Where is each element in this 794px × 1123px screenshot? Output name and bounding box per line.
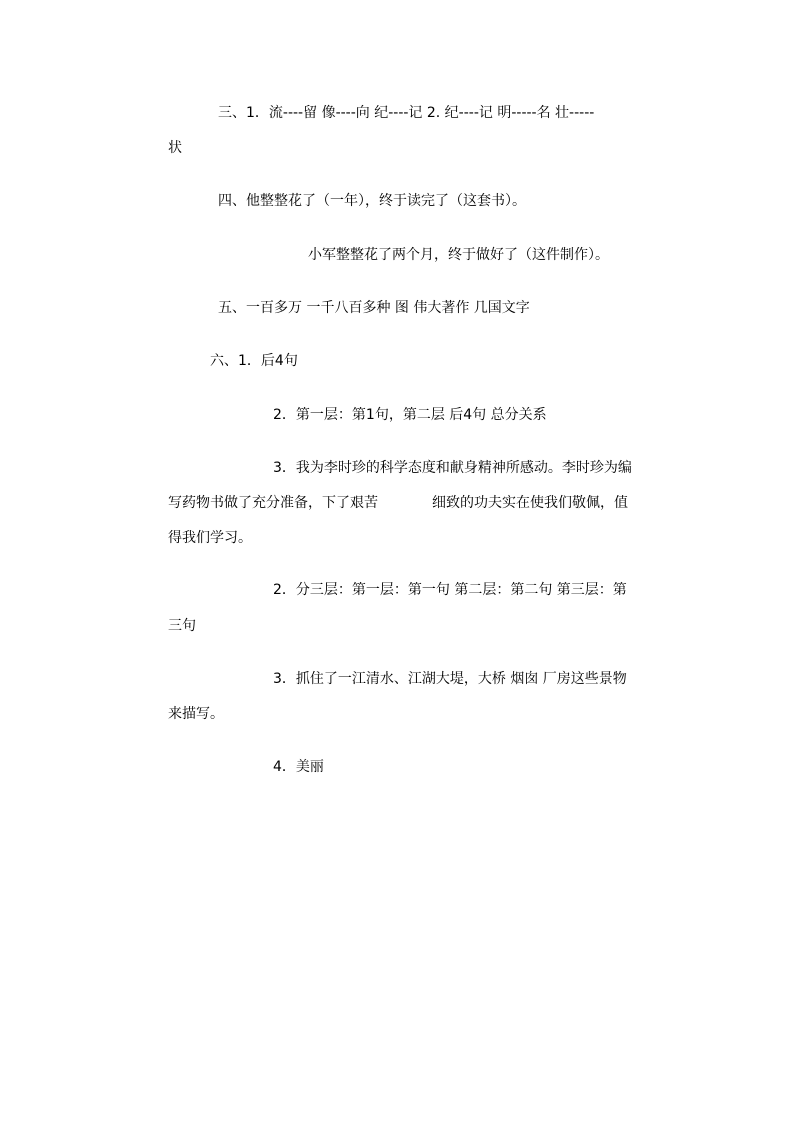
section-6-question-3-line-3: 得我们学习。	[168, 530, 252, 546]
section-6-question-3-line-1: 3．我为李时珍的科学态度和献身精神所感动。李时珍为编	[273, 460, 632, 476]
section-4-line-2: 小军整整花了两个月，终于做好了（这件制作）。	[308, 247, 609, 263]
section-6-part-b-question-3-line-1: 3．抓住了一江清水、江湖大堤，大桥 烟囱 厂房这些景物	[273, 671, 627, 687]
section-5: 五、一百多万 一千八百多种 图 伟大著作 几国文字	[218, 300, 530, 316]
section-3-line-1: 三、1．流----留 像----向 纪----记 2. 纪----记 明-----名 壮-----	[218, 105, 595, 121]
section-6-question-3-line-2b: 细致的功夫实在使我们敬佩，值	[432, 495, 628, 511]
section-6-part-b-question-2-line-2: 三句	[168, 618, 196, 634]
section-6-part-b-question-3-line-2: 来描写。	[168, 706, 224, 722]
section-6-question-3-line-2a: 写药物书做了充分准备，下了艰苦	[168, 495, 378, 511]
section-6-question-2: 2．第一层：第1句，第二层 后4句 总分关系	[273, 407, 547, 423]
section-3-line-2: 状	[168, 140, 182, 156]
section-4-line-1: 四、他整整花了（一年），终于读完了（这套书）。	[218, 193, 526, 209]
section-6-question-1: 六、1．后4句	[210, 353, 298, 369]
section-6-part-b-question-2-line-1: 2．分三层：第一层：第一句 第二层：第二句 第三层：第	[273, 582, 627, 598]
section-6-part-b-question-4: 4．美丽	[273, 759, 324, 775]
